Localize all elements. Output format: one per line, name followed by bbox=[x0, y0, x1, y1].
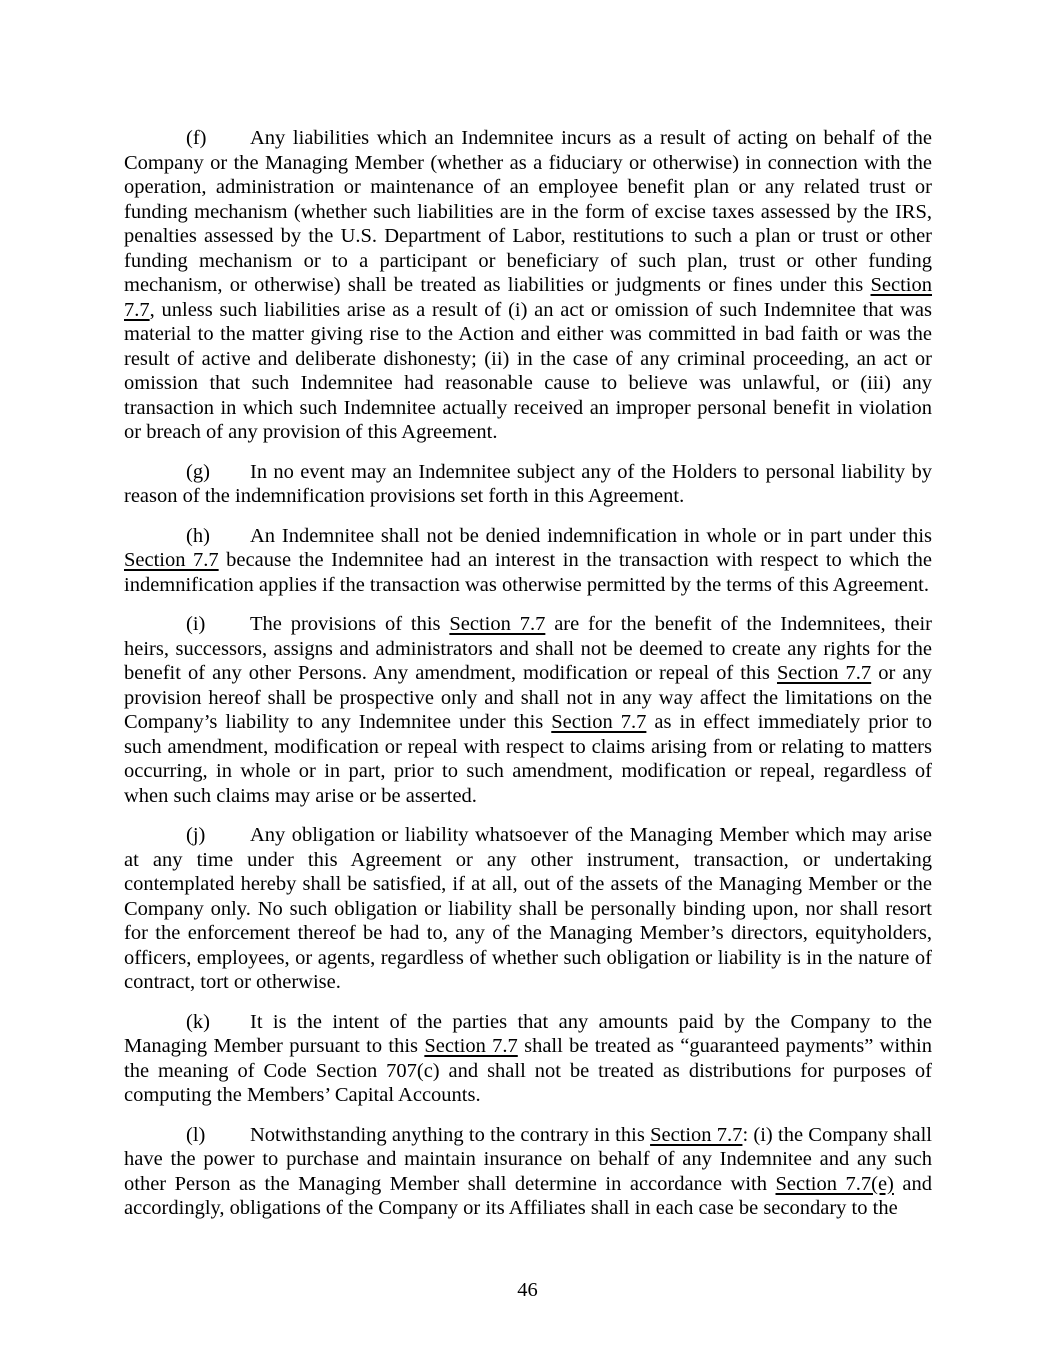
text-run: The provisions of this bbox=[250, 613, 450, 635]
section-reference: Section 7.7(e) bbox=[775, 1172, 894, 1195]
page-number: 46 bbox=[517, 1279, 538, 1301]
paragraph-f bbox=[124, 126, 932, 445]
document-body bbox=[124, 126, 932, 1221]
section-reference: Section 7.7 bbox=[124, 274, 932, 321]
text-run: because the Indemnitee had an interest in the transaction with respect to which the indemnification applies if the transaction was otherwise permitted by the terms of this Agreement. bbox=[124, 549, 932, 596]
text-run: and accordingly, obligations of the Company or its Affiliates shall in each case be secondary to the bbox=[124, 1172, 933, 1219]
text-run: as in effect immediately prior to such amendment, modification or repeal with respect to claims arising from or relating to matters occurring, in whole or in part, prior to such amendment, modification or repeal, regardless of when such claims may arise or be asserted. bbox=[124, 711, 932, 807]
text-run: An Indemnitee shall not be denied indemnification in whole or in part under this bbox=[250, 524, 932, 547]
text-run: , unless such liabilities arise as a result of (i) an act or omission of such Indemnitee that was material to the matter giving rise to the Action and either was committed in bad faith or was the result of active and deliberate dishonesty; (ii) in the case of any criminal proceeding, an act or omission that such Indemnitee had reasonable cause to believe was unlawful, or (iii) any transaction in which such Indemnitee actually received an improper personal benefit in violation or breach of any provision of this Agreement. bbox=[124, 298, 932, 443]
paragraph-k bbox=[124, 1010, 932, 1108]
text-run: : (i) the Company shall have the power to purchase and maintain insurance on behalf of any Indemnitee and any such other Person as the Managing Member shall determine in accordance with bbox=[124, 1123, 932, 1195]
text-run: shall be treated as “guaranteed payments” within the meaning of Code Section 707(c) and shall not be treated as distributions for purposes of computing the Members’ Capital Accounts. bbox=[124, 1035, 933, 1106]
section-reference: Section 7.7 bbox=[449, 613, 546, 635]
section-reference: Section 7.7 bbox=[424, 1035, 518, 1057]
text-run: Any liabilities which an Indemnitee incurs as a result of acting on behalf of the Company or the Managing Member (whether as a fiduciary or otherwise) in connection with the operation, administration or maintenance of an employee benefit plan or any related trust or funding mechanism (whether such liabilities are in the form of excise taxes assessed by the IRS, penalties assessed by the U.S. Department of Labor, restitutions to such a plan or trust or other funding mechanism or to a participant or beneficiary of such plan, trust or other funding mechanism, or otherwise) shall be treated as liabilities or judgments or fines under this bbox=[124, 127, 932, 296]
text-run: It is the intent of the parties that any amounts paid by the Company to the Managing Member pursuant to this bbox=[124, 1010, 932, 1057]
paragraph-h bbox=[124, 524, 932, 598]
paragraph-label: (f) bbox=[186, 127, 207, 149]
text-run: Notwithstanding anything to the contrary in this bbox=[250, 1123, 651, 1146]
text-run: are for the benefit of the Indemnitees, their heirs, successors, assigns and administrators and shall not be deemed to create any rights for the benefit of any other Persons. Any amendment, modification or repeal of this bbox=[124, 613, 932, 684]
text-run: or any provision hereof shall be prospective only and shall not in any way affect the limitations on the Company’s liability to any Indemnitee under this bbox=[124, 662, 932, 733]
text-run: Any obligation or liability whatsoever of the Managing Member which may arise at any time under this Agreement or any other instrument, transaction, or undertaking contemplated hereby shall be satisfied, if at all, out of the assets of the Managing Member or the Company only. No such obligation or liability shall be personally binding upon, nor shall resort for the enforcement thereof be had to, any of the Managing Member’s directors, equityholders, officers, employees, or agents, regardless of whether such obligation or liability is in the nature of contract, tort or otherwise. bbox=[124, 824, 932, 993]
section-reference: Section 7.7 bbox=[124, 549, 219, 571]
paragraph-j bbox=[124, 823, 932, 995]
section-reference: Section 7.7 bbox=[776, 662, 872, 684]
paragraph-label: (j) bbox=[186, 824, 206, 846]
paragraph-g bbox=[124, 460, 932, 509]
paragraph-label: (k) bbox=[186, 1010, 210, 1033]
paragraph-l bbox=[124, 1123, 932, 1221]
paragraph-i bbox=[124, 612, 932, 808]
text-run: In no event may an Indemnitee subject any of the Holders to personal liability by reason of the indemnification provisions set forth in this Agreement. bbox=[124, 460, 932, 507]
paragraph-label: (i) bbox=[186, 613, 206, 635]
section-reference: Section 7.7 bbox=[650, 1123, 743, 1146]
section-reference: Section 7.7 bbox=[551, 711, 647, 733]
paragraph-label: (h) bbox=[186, 524, 210, 547]
paragraph-label: (g) bbox=[186, 460, 210, 483]
paragraph-label: (l) bbox=[186, 1123, 206, 1146]
